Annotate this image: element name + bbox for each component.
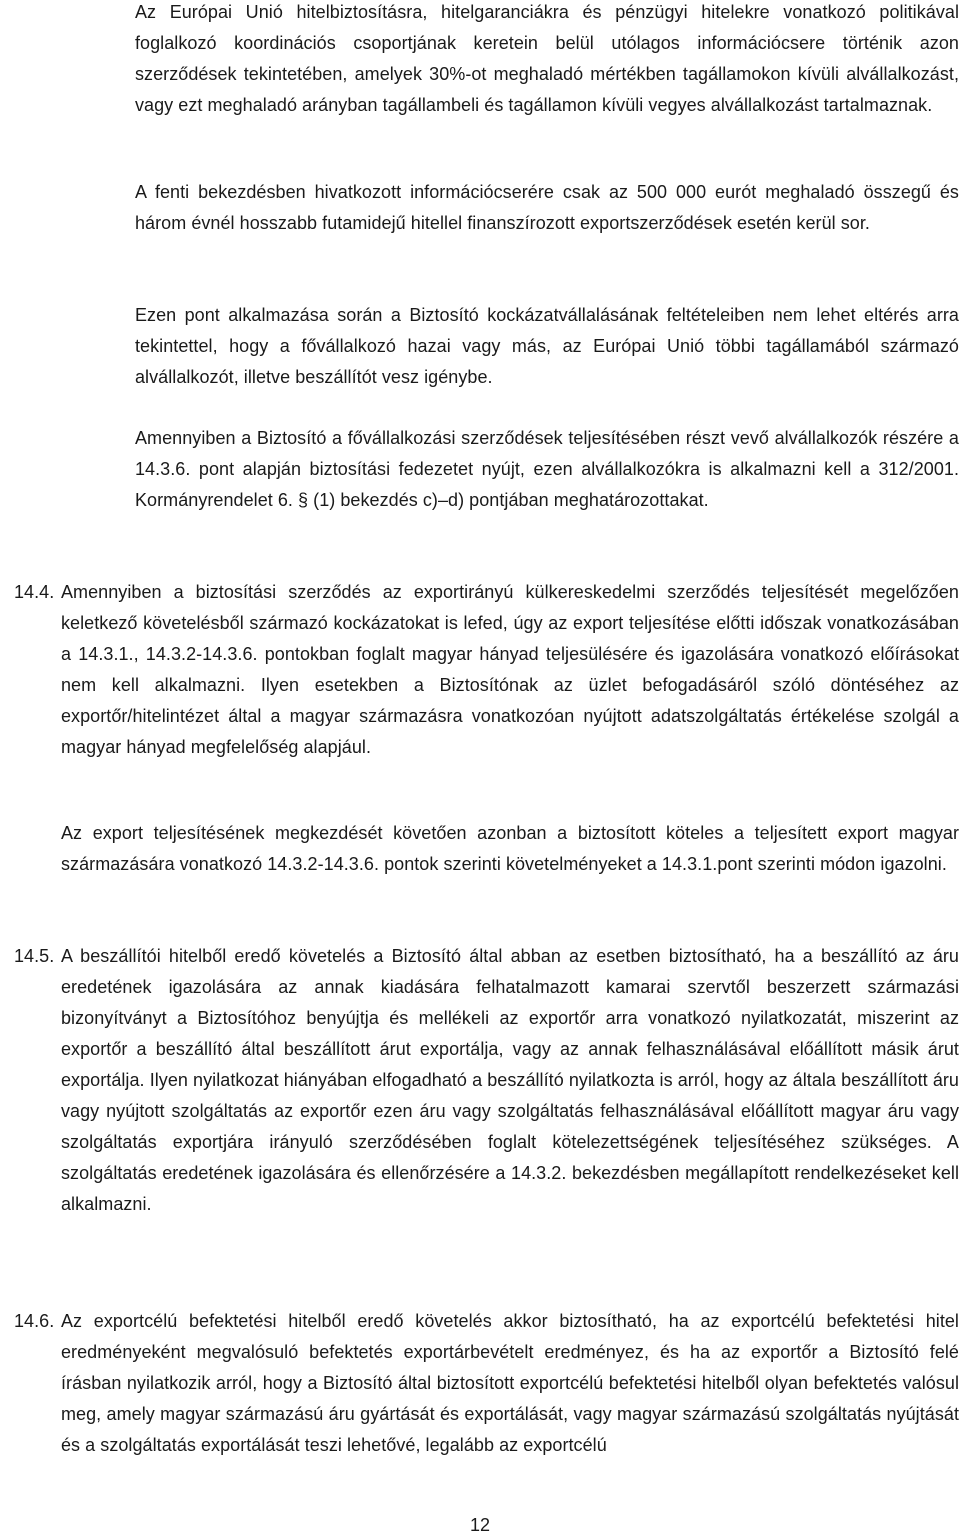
section-body: Az exportcélú befektetési hitelből eredő követelés akkor biztosítható, ha az exportcélú befektetési hitel eredményeként megvalósuló befektetés exportárbevételt eredményez, és ha az exportőr a Biztosító felé írásban nyilatkozik arról, hogy a Biztosító által biztosított exportcélú befektetési hitelből olyan befektetés valósul meg, amely magyar származású áru gyártását és exportálását, vagy magyar származású szolgáltatás nyújtását és a szolgáltatás exportálását teszi lehetővé, legalább az exportcélú [61,1311,959,1455]
section-number: 14.5. [14,946,55,966]
section-number: 14.4. [14,582,55,602]
section-number: 14.6. [14,1311,55,1331]
paragraph-eu-coordination: Az Európai Unió hitelbiztosításra, hitelgaranciákra és pénzügyi hitelekre vonatkozó politikával foglalkozó koordinációs csoportjának keretein belül utólagos információcsere történik azon szerződések tekintetében, amelyek 30%-ot meghaladó mértékben tagállamokon kívüli alvállalkozást, vagy ezt meghaladó arányban tagállambeli és tagállamon kívüli vegyes alvállalkozást tartalmaznak. [135,2,959,115]
page-number: 12 [469,1515,491,1535]
section-14-5 [14,941,959,1220]
section-14-4 [14,577,959,763]
paragraph-subcontractors: Amennyiben a Biztosító a fővállalkozási szerződések teljesítésében részt vevő alvállalkozók részére a 14.3.6. pont alapján biztosítási fedezetet nyújt, ezen alvállalkozókra is alkalmazni kell a 312/2001. Kormányrendelet 6. § (1) bekezdés c)–d) pontjában meghatározottakat. [135,428,959,510]
section-body: Amennyiben a biztosítási szerződés az exportirányú külkereskedelmi szerződés teljesítését megelőzően keletkező követelésből származó kockázatokat is lefed, úgy az export teljesítése előtti időszak vonatkozásában a 14.3.1., 14.3.2-14.3.6. pontokban foglalt magyar hányad teljesülésére és igazolására vonatkozó előírásokat nem kell alkalmazni. Ilyen esetekben a Biztosítónak az üzlet befogadásáról szóló döntéséhez az exportőr/hitelintézet által a magyar származásra vonatkozóan nyújtott adatszolgáltatás értékelése szolgál a magyar hányad megfelelőség alapjául. [61,582,959,757]
paragraph-information-exchange: A fenti bekezdésben hivatkozott információcserére csak az 500 000 eurót meghaladó összegű és három évnél hosszabb futamidejű hitellel finanszírozott exportszerződések esetén kerül sor. [135,182,959,233]
section-14-4-continuation: Az export teljesítésének megkezdését követően azonban a biztosított köteles a teljesített export magyar származására vonatkozó 14.3.2-14.3.6. pontok szerinti követelményeket a 14.3.1.pont szerinti módon igazolni. [61,823,959,874]
section-14-6 [14,1306,959,1461]
section-body: A beszállítói hitelből eredő követelés a Biztosító által abban az esetben biztosítható, ha a beszállító az áru eredetének igazolására az annak kiadására felhatalmazott kamarai szervtől beszerzett származási bizonyítványt a Biztosítóhoz benyújtja és mellékeli az exportőr arra vonatkozó nyilatkozatát, miszerint az exportőr a beszállító által beszállított árut exportálja, vagy az annak felhasználásával előállított másik árut exportálja. Ilyen nyilatkozat hiányában elfogadható a beszállító nyilatkozta is arról, hogy az általa beszállított áru vagy nyújtott szolgáltatás az exportőr ezen áru vagy szolgáltatás felhasználásával előállított magyar áru vagy szolgáltatás exportjára irányuló szerződésében foglalt kötelezettségének teljesítéséhez szükséges. A szolgáltatás eredetének igazolására és ellenőrzésére a 14.3.2. bekezdésben megállapított rendelkezéseket kell alkalmazni. [61,946,959,1214]
paragraph-risk-conditions: Ezen pont alkalmazása során a Biztosító kockázatvállalásának feltételeiben nem lehet eltérés arra tekintettel, hogy a fővállalkozó hazai vagy más, az Európai Unió többi tagállamából származó alvállalkozót, illetve beszállítót vesz igénybe. [135,305,959,387]
